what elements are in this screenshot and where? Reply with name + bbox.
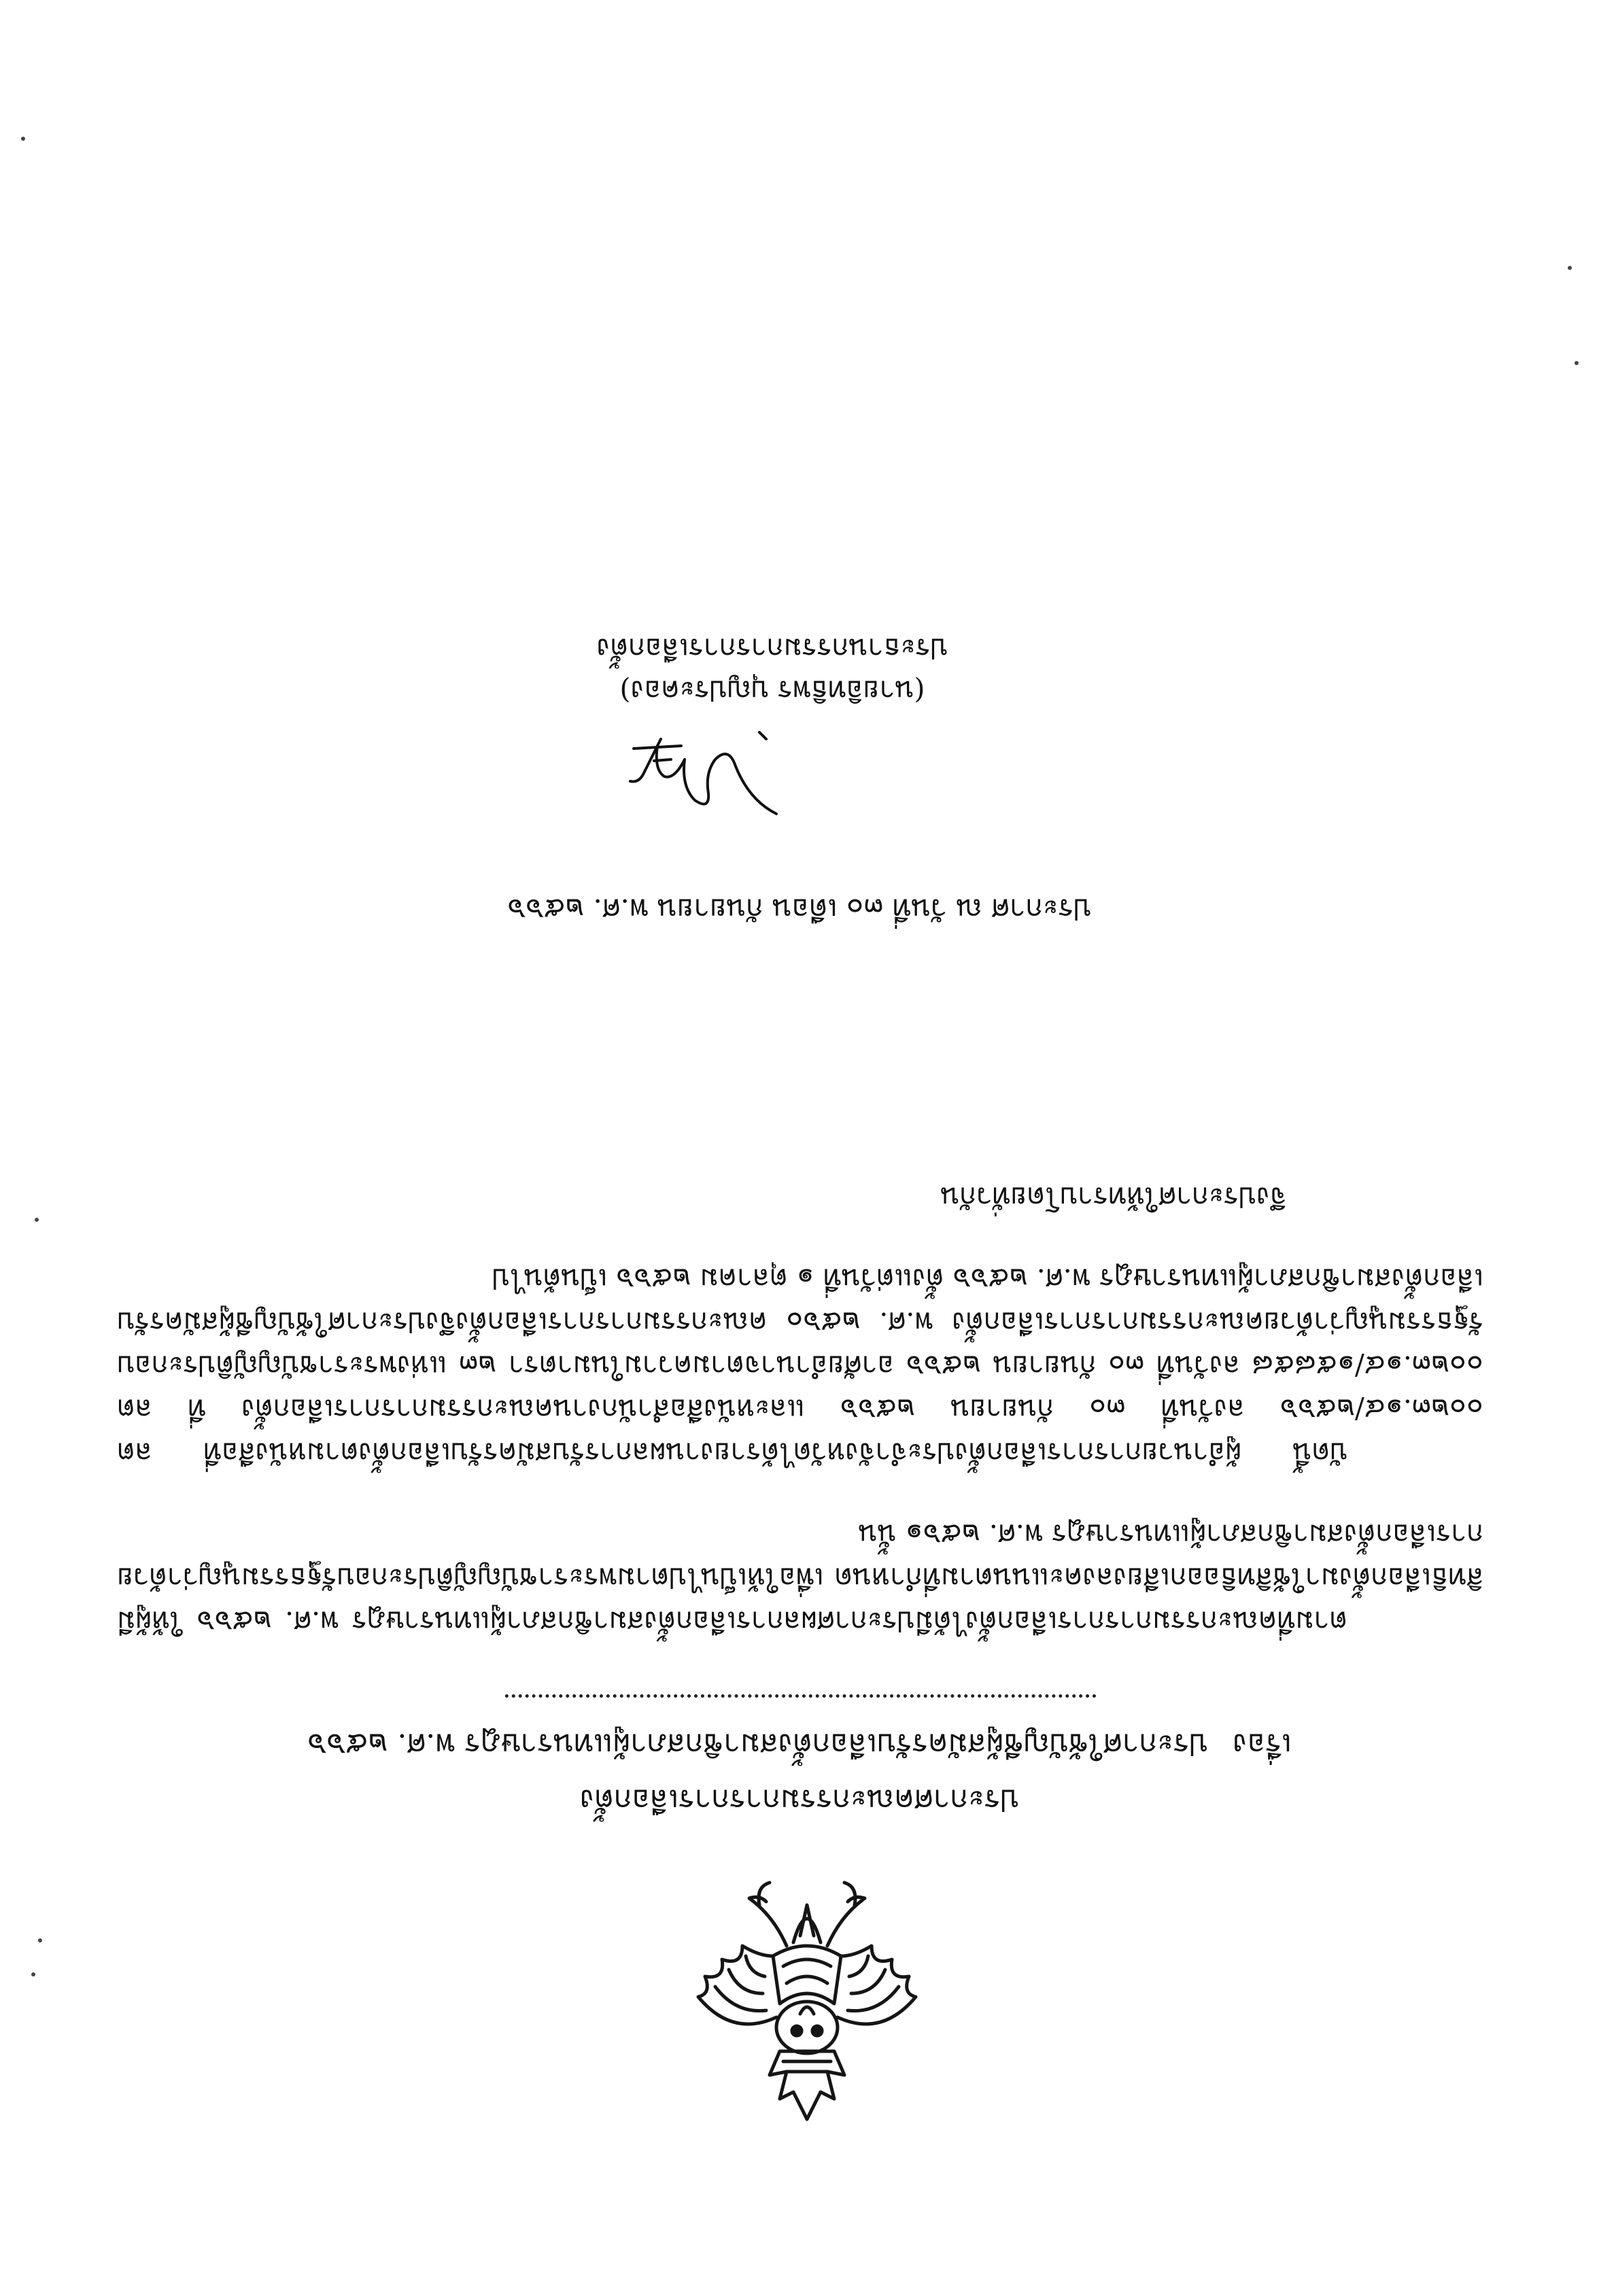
signature <box>613 719 790 841</box>
garuda-emblem-icon <box>685 1868 929 2140</box>
speck <box>1575 361 1579 365</box>
signer-position: ประธานกรรมการการเลือกตั้ง <box>596 632 948 665</box>
subject-text: ประกาศใช้บัญชีผู้สมัครรับเลือกตั้งสมาชิกสภาผู้แทนราษฎร พ.ศ. ๒๕๖๖ <box>307 1727 1209 1762</box>
org-title: ประกาศคณะกรรมการการเลือกตั้ง <box>579 1783 1020 1817</box>
subject-line <box>0 1724 1599 1764</box>
paragraph: บัดนี้ ผู้อำนวยการการเลือกตั้งประจำจังหวัดได้รายงานผลการรับสมัครรับเลือกตั้งตามหนังสือที่ ลต ๐๐๒๓.๑๔/๒๕๖๖ ลงวันที่ ๓๐ กันยายน ๒๕๖๖ และหนังสือสำนักงานคณะกรรมการการเลือกตั้ง ที่ ลต ๐๐๒๓.๑๔/๑๕๘๕๘ ลงวันที่ ๓๐ กันยายน ๒๕๖๖ อาศัยอำนาจตามความในมาตรา ๒๓ แห่งพระราชบัญญัติประกอบรัฐธรรมนูญว่าด้วยคณะกรรมการการเลือกตั้ง พ.ศ. ๒๕๖๐ คณะกรรมการการเลือกตั้งจึงประกาศใช้บัญชีผู้สมัครรับเลือกตั้งสมาชิกสภาผู้แทนราษฎร พ.ศ. ๒๕๖๖ ตั้งแต่วันที่ ๑ ตุลาคม ๒๕๖๖ เป็นต้นไป <box>117 1263 1483 1469</box>
speck <box>31 1972 35 1976</box>
subject-label: เรื่อง <box>1233 1727 1292 1762</box>
body-text <box>117 1128 1483 1643</box>
date-line: ประกาศ ณ วันที่ ๓๐ เดือน กันยายน พ.ศ. ๒๕๖๖ <box>507 893 1092 926</box>
speck <box>35 1218 39 1222</box>
speck <box>21 137 25 141</box>
signer-name: (นายอิทธิพร บุญประคอง) <box>619 674 925 707</box>
signer-block <box>0 628 1599 712</box>
speck <box>1568 266 1572 270</box>
paragraph: ตามที่คณะกรรมการการเลือกตั้งได้มีประกาศผลการเลือกตั้งสมาชิกสภาผู้แทนราษฎร พ.ศ. ๒๕๖๖ ให้ผู้มีสิทธิเลือกตั้งมาใช้สิทธิออกเสียงลงคะแนนตามที่กำหนด เพื่อให้เป็นไปตามพระราชบัญญัติประกอบรัฐธรรมนูญว่าด้วยการเลือกตั้งสมาชิกสภาผู้แทนราษฎร พ.ศ. ๒๕๖๑ นั้น <box>117 1518 1483 1638</box>
separator-dots <box>504 1694 1096 1698</box>
closing-paragraph: จึงประกาศให้ทราบโดยทั่วกัน <box>940 1181 1286 1214</box>
speck <box>38 1938 42 1942</box>
title-block <box>0 1724 1599 1820</box>
